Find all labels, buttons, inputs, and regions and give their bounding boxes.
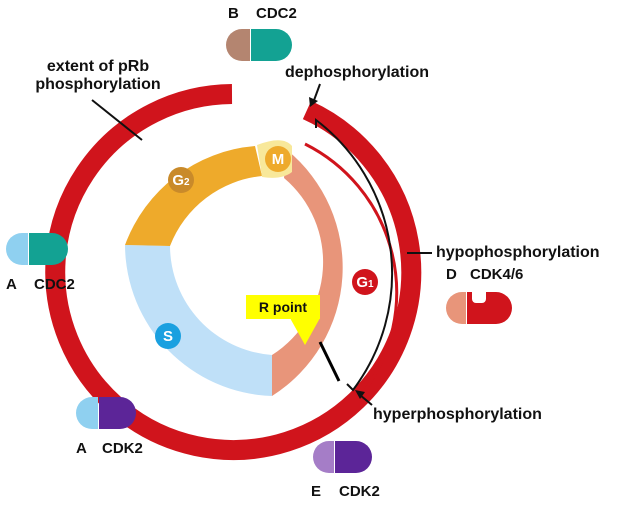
complex-b-cdk-label: CDC2 [256, 5, 297, 22]
s-phase-arc [125, 245, 272, 396]
complex-b-cyclin-label: B [228, 5, 239, 22]
complex-e-cdk2 [313, 441, 372, 473]
complex-e-cdk-label: CDK2 [339, 483, 380, 500]
complex-a1-cdk-label: CDC2 [34, 276, 75, 293]
complex-a-cdk2 [76, 397, 136, 429]
g1-phase-badge: G $_1$ [352, 269, 378, 295]
complex-d-cyclin-label: D [446, 266, 457, 283]
complex-a-cdc2 [6, 233, 68, 265]
hyperphosphorylation-label: hyperphosphorylation [373, 406, 542, 423]
hypophosphorylation-label: hypophosphorylation [436, 244, 600, 261]
complex-a2-cyclin-label: A [76, 440, 87, 457]
m-phase-badge: M [265, 146, 291, 172]
r-point-marker [320, 342, 339, 381]
prb-extent-label: extent of pRb phosphorylation [35, 58, 161, 94]
g2-phase-badge: G $_2$ [168, 167, 194, 193]
g2-phase-arc [125, 146, 262, 246]
complex-a2-cdk-label: CDK2 [102, 440, 143, 457]
complex-e-cyclin-label: E [311, 483, 322, 500]
r-point-label: R point [246, 295, 320, 319]
complex-d-cdk46 [446, 292, 512, 324]
complex-d-cdk-label: CDK4/6 [470, 266, 524, 283]
dephosphorylation-label: dephosphorylation [285, 64, 429, 81]
complex-a1-cyclin-label: A [6, 276, 17, 293]
complex-b-cdc2 [226, 29, 292, 61]
g1-phase-arc [272, 150, 343, 396]
s-phase-badge: S [155, 323, 181, 349]
